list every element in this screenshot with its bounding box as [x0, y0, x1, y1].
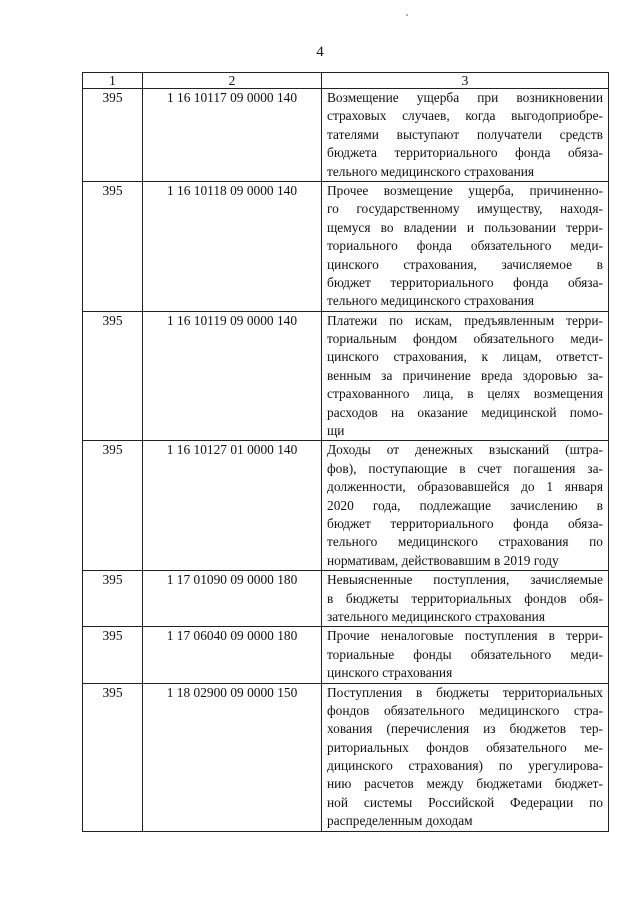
- budget-classification-code-cell: 1 16 10119 09 0000 140: [143, 311, 322, 441]
- description-line: риториальных фондов обязательного ме-: [327, 739, 603, 755]
- budget-classification-code-cell: 1 16 10127 01 0000 140: [143, 441, 322, 571]
- header-col-3: 3: [322, 73, 609, 89]
- description-line: тельного медицинского страхования по: [327, 534, 603, 550]
- description-line: цинского страхования, к лицам, ответст-: [327, 349, 603, 365]
- admin-code-cell: 395: [83, 181, 143, 311]
- admin-code-cell: 395: [83, 441, 143, 571]
- budget-classification-code-cell: 1 17 01090 09 0000 180: [143, 571, 322, 627]
- admin-code-cell: 395: [83, 683, 143, 831]
- revenue-description-cell: [322, 311, 609, 441]
- description-line: бюджет территориального фонда обяза-: [327, 274, 603, 290]
- revenue-description-cell: [322, 441, 609, 571]
- description-line: нию расчетов между бюджетами бюджет-: [327, 776, 603, 792]
- admin-code-cell: 395: [83, 89, 143, 182]
- page-number: 4: [316, 44, 324, 60]
- description-line: страховых случаев, когда выгодоприобре-: [327, 108, 603, 124]
- budget-classification-code-cell: 1 18 02900 09 0000 150: [143, 683, 322, 831]
- revenue-description-cell: [322, 89, 609, 182]
- table-row: [83, 683, 609, 831]
- table-body: [83, 89, 609, 832]
- revenue-description-cell: [322, 627, 609, 683]
- description-line: дицинского страхования) по урегулирова-: [327, 758, 603, 774]
- description-line: зательного медицинского страхования: [327, 608, 545, 624]
- description-line: ториального фонда обязательного меди-: [327, 238, 603, 254]
- description-line: тельного медицинского страхования: [327, 163, 535, 179]
- description-line: страхованного лица, в целях возмещения: [327, 386, 603, 402]
- description-line: Прочее возмещение ущерба, причиненно-: [327, 182, 603, 198]
- description-line: 2020 года, подлежащие зачислению в: [327, 497, 603, 513]
- description-line: Поступления в бюджеты территориальных: [327, 684, 603, 700]
- description-line: хования (перечисления из бюджетов тер-: [327, 721, 603, 737]
- description-line: Невыясненные поступления, зачисляемые: [327, 572, 603, 588]
- description-line: щи: [327, 423, 345, 439]
- description-line: цинского страхования, зачисляемое в: [327, 256, 603, 272]
- description-line: венным за причинение вреда здоровью за-: [327, 367, 603, 383]
- description-line: тельного медицинского страхования: [327, 293, 535, 309]
- description-line: нормативам, действовавшим в 2019 году: [327, 552, 559, 568]
- table-header: [83, 73, 609, 89]
- admin-code-cell: 395: [83, 571, 143, 627]
- description-line: расходов на оказание медицинской помо-: [327, 404, 603, 420]
- scan-speck: [406, 14, 408, 16]
- description-line: распределенным доходам: [327, 813, 473, 829]
- budget-classification-code-cell: 1 17 06040 09 0000 180: [143, 627, 322, 683]
- description-line: го государственному имуществу, находя-: [327, 201, 603, 217]
- budget-classification-code-cell: 1 16 10117 09 0000 140: [143, 89, 322, 182]
- description-line: ториальные фонды обязательного меди-: [327, 646, 603, 662]
- description-line: в бюджеты территориальных фондов обя-: [327, 590, 603, 606]
- description-line: Платежи по искам, предъявленным терри-: [327, 312, 603, 328]
- table-row: [83, 441, 609, 571]
- revenue-description-cell: [322, 571, 609, 627]
- header-col-1: 1: [83, 73, 143, 89]
- description-line: ториальным фондом обязательного меди-: [327, 331, 603, 347]
- description-line: Прочие неналоговые поступления в терри-: [327, 628, 603, 644]
- description-line: бюджет территориального фонда обяза-: [327, 515, 603, 531]
- table-row: [83, 181, 609, 311]
- header-row: [83, 73, 609, 89]
- header-col-2: 2: [143, 73, 322, 89]
- description-line: фов), поступающие в счет погашения за-: [327, 460, 603, 476]
- description-line: тателями выступают получатели средств: [327, 126, 603, 142]
- description-line: бюджета территориального фонда обяза-: [327, 145, 603, 161]
- admin-code-cell: 395: [83, 627, 143, 683]
- description-line: Возмещение ущерба при возникновении: [327, 90, 603, 105]
- description-line: ной системы Российской Федерации по: [327, 794, 603, 810]
- revenue-description-cell: [322, 683, 609, 831]
- description-line: щемуся во владении и пользовании терри-: [327, 219, 603, 235]
- description-line: цинского страхования: [327, 665, 453, 681]
- revenue-description-cell: [322, 181, 609, 311]
- budget-classification-code-cell: 1 16 10118 09 0000 140: [143, 181, 322, 311]
- description-line: фондов обязательного медицинского стра-: [327, 702, 603, 718]
- admin-code-cell: 395: [83, 311, 143, 441]
- description-line: Доходы от денежных взысканий (штра-: [327, 442, 603, 458]
- table-row: [83, 89, 609, 182]
- description-line: долженности, образовавшейся до 1 января: [327, 479, 603, 495]
- table-row: [83, 571, 609, 627]
- table-row: [83, 627, 609, 683]
- table-row: [83, 311, 609, 441]
- revenue-codes-table: [82, 72, 609, 832]
